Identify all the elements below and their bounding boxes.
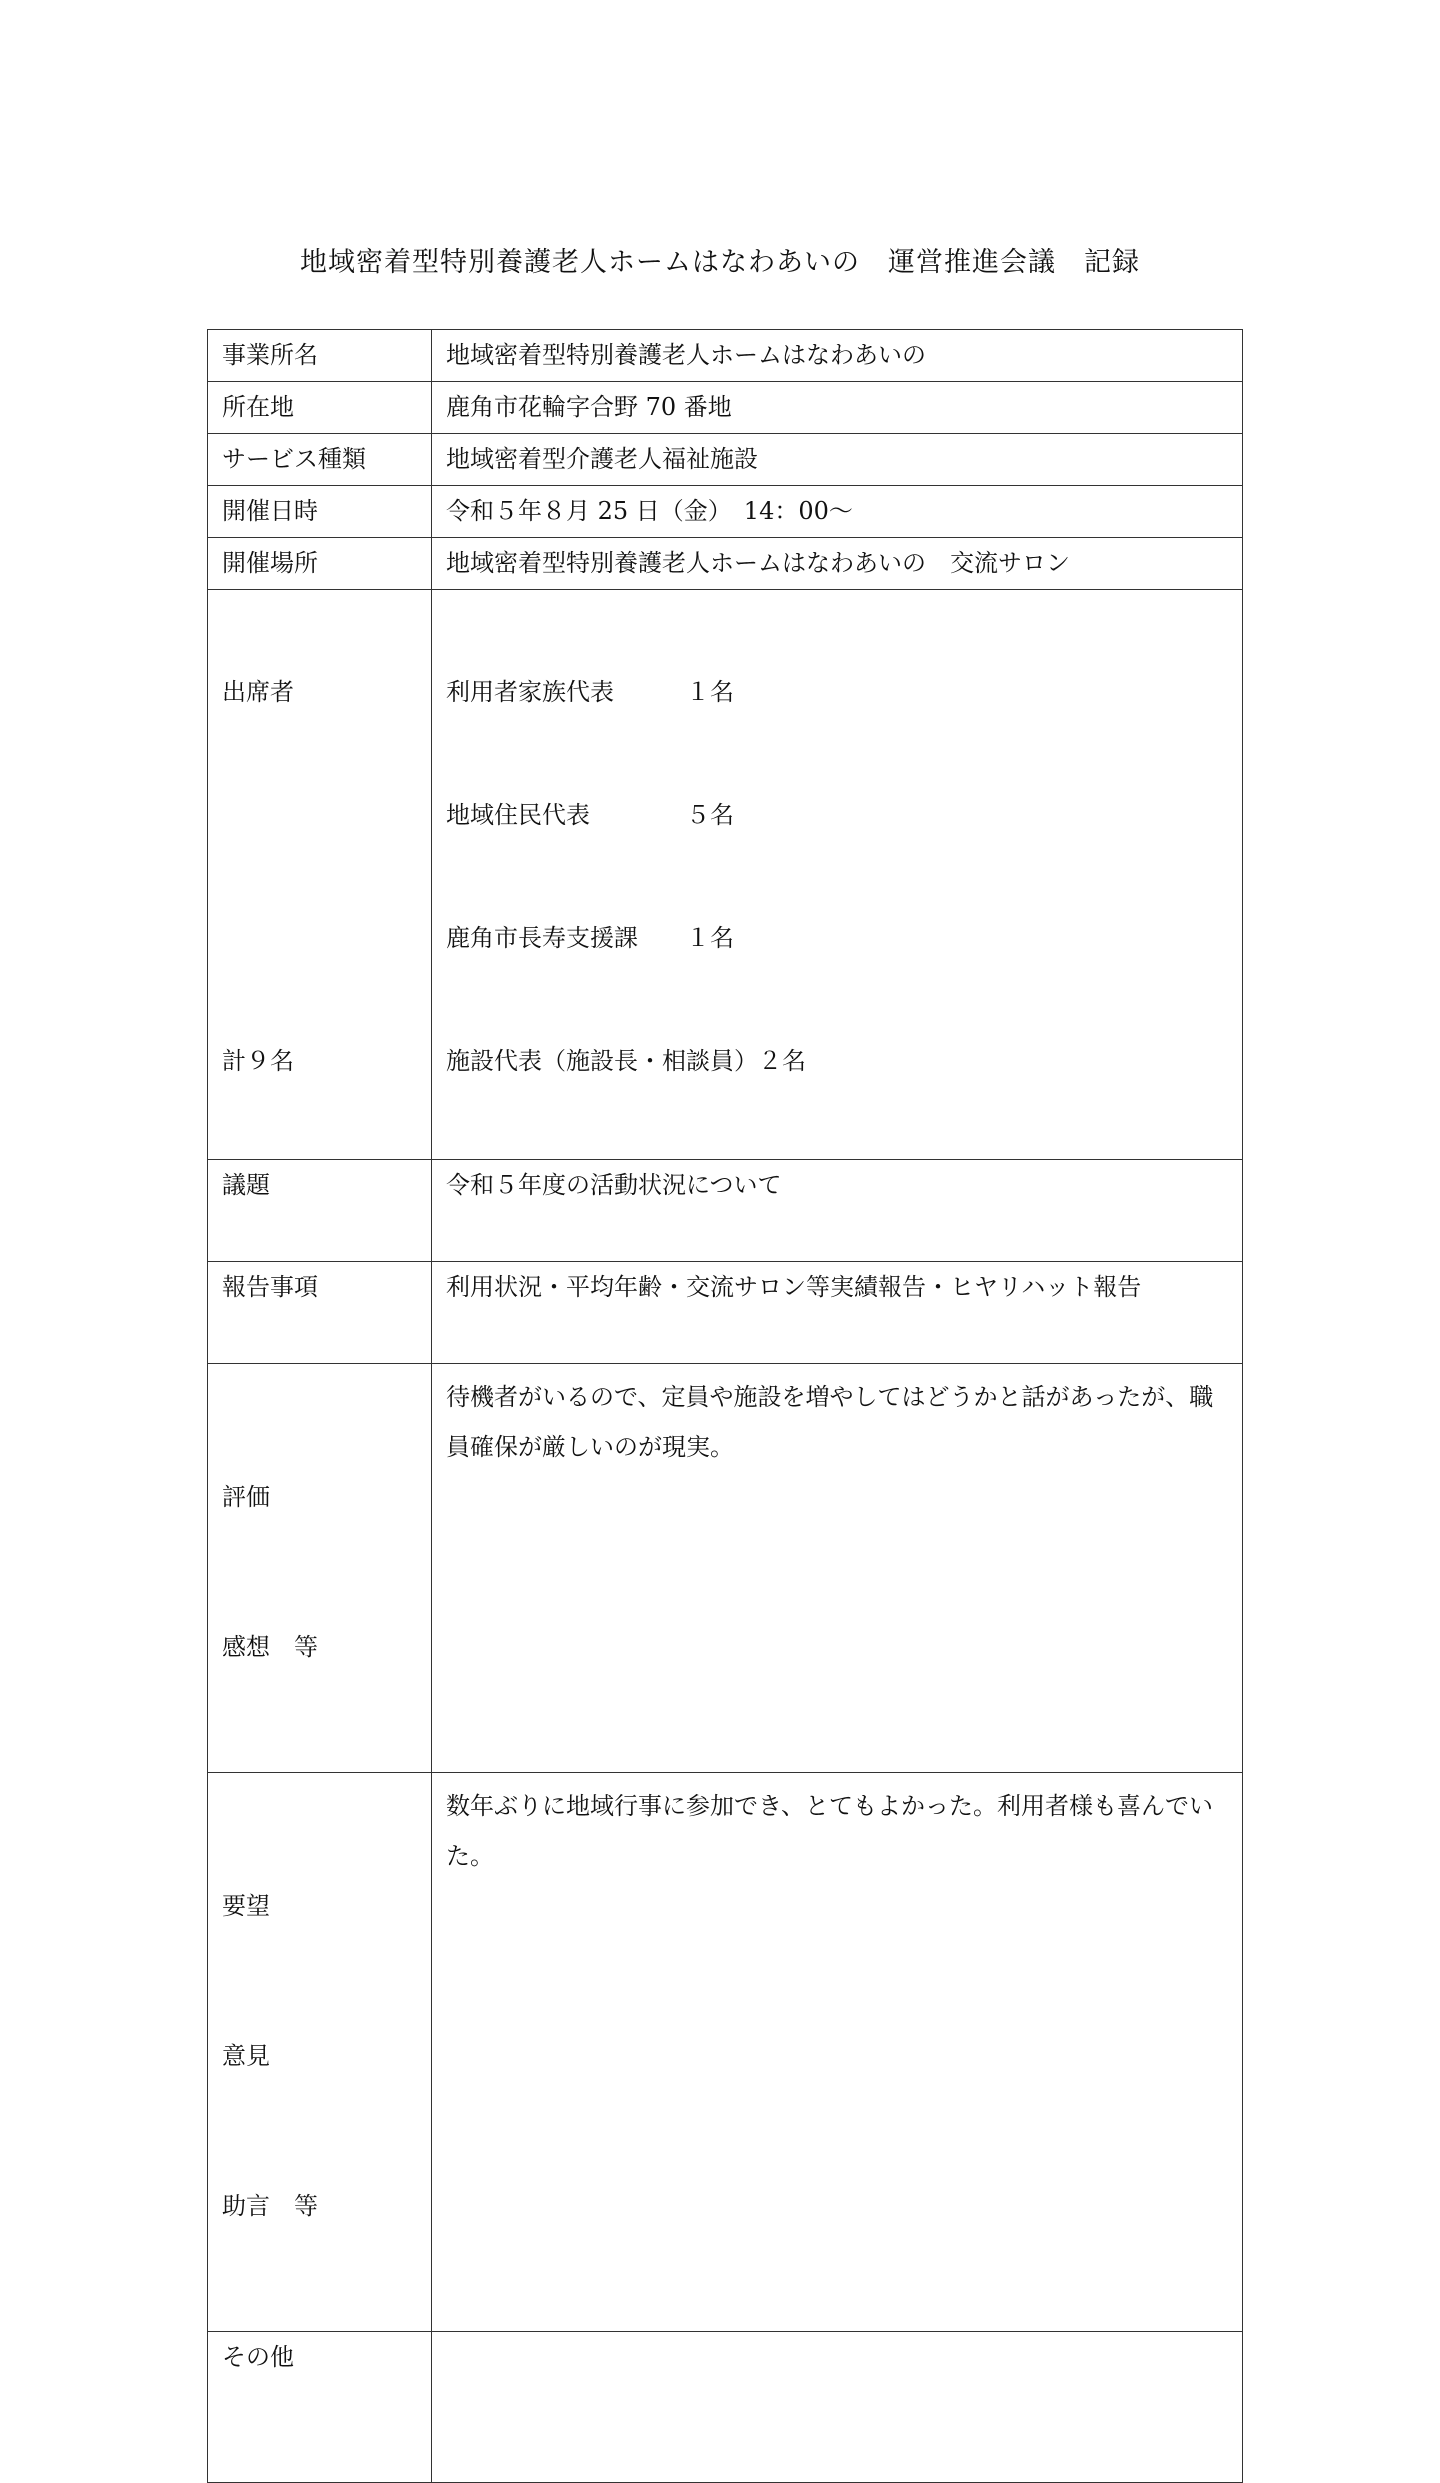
agenda-label: 議題	[208, 1160, 432, 1262]
attendees-label: 出席者	[222, 678, 294, 706]
attendee-name: 地域住民代表	[446, 801, 590, 829]
row-requests	[208, 1773, 1243, 2332]
attendee-item	[446, 913, 1228, 964]
row-attendees	[208, 590, 1243, 1160]
other-value	[432, 2332, 1243, 2483]
attendee-count: ５名	[686, 801, 734, 829]
attendee-name: 施設代表（施設長・相談員）	[446, 1047, 758, 1075]
attendee-count: １名	[686, 678, 734, 706]
agenda-value: 令和５年度の活動状況について	[432, 1160, 1243, 1262]
attendee-item	[446, 1036, 1228, 1087]
row-evaluation	[208, 1364, 1243, 1773]
row-report	[208, 1262, 1243, 1364]
office-name-label: 事業所名	[208, 330, 432, 382]
attendee-name: 利用者家族代表	[446, 678, 614, 706]
requests-label-line: 意見	[222, 2042, 270, 2070]
datetime-value: 令和５年８月 25 日（金） 14：00～	[432, 486, 1243, 538]
location-label: 所在地	[208, 382, 432, 434]
location-value: 鹿角市花輪字合野 70 番地	[432, 382, 1243, 434]
attendee-name: 鹿角市長寿支援課	[446, 924, 638, 952]
datetime-label: 開催日時	[208, 486, 432, 538]
row-service-type	[208, 434, 1243, 486]
row-venue	[208, 538, 1243, 590]
office-name-value: 地域密着型特別養護老人ホームはなわあいの	[432, 330, 1243, 382]
requests-label-cell	[208, 1773, 432, 2332]
evaluation-label-line: 評価	[222, 1483, 270, 1511]
attendees-label-cell	[208, 590, 432, 1160]
evaluation-value: 待機者がいるので、定員や施設を増やしてはどうかと話があったが、職員確保が厳しいのが現実。	[432, 1364, 1243, 1773]
attendee-item	[446, 667, 1228, 718]
row-other	[208, 2332, 1243, 2483]
requests-value: 数年ぶりに地域行事に参加でき、とてもよかった。利用者様も喜んでいた。	[432, 1773, 1243, 2332]
meeting-record-table	[207, 329, 1243, 2483]
document-title: 地域密着型特別養護老人ホームはなわあいの 運営推進会議 記録	[300, 247, 1140, 278]
requests-label-line: 助言 等	[222, 2192, 318, 2220]
attendee-count: １名	[686, 924, 734, 952]
row-office-name	[208, 330, 1243, 382]
requests-label-line: 要望	[222, 1892, 270, 1920]
service-type-value: 地域密着型介護老人福祉施設	[432, 434, 1243, 486]
attendees-list	[432, 590, 1243, 1160]
other-label: その他	[208, 2332, 432, 2483]
venue-value: 地域密着型特別養護老人ホームはなわあいの 交流サロン	[432, 538, 1243, 590]
attendees-total: 計９名	[222, 1047, 294, 1075]
service-type-label: サービス種類	[208, 434, 432, 486]
row-agenda	[208, 1160, 1243, 1262]
report-label: 報告事項	[208, 1262, 432, 1364]
row-location	[208, 382, 1243, 434]
attendee-count: ２名	[758, 1047, 806, 1075]
evaluation-label-cell	[208, 1364, 432, 1773]
evaluation-label-line: 感想 等	[222, 1633, 318, 1661]
report-value: 利用状況・平均年齢・交流サロン等実績報告・ヒヤリハット報告	[432, 1262, 1243, 1364]
row-datetime	[208, 486, 1243, 538]
attendee-item	[446, 790, 1228, 841]
venue-label: 開催場所	[208, 538, 432, 590]
